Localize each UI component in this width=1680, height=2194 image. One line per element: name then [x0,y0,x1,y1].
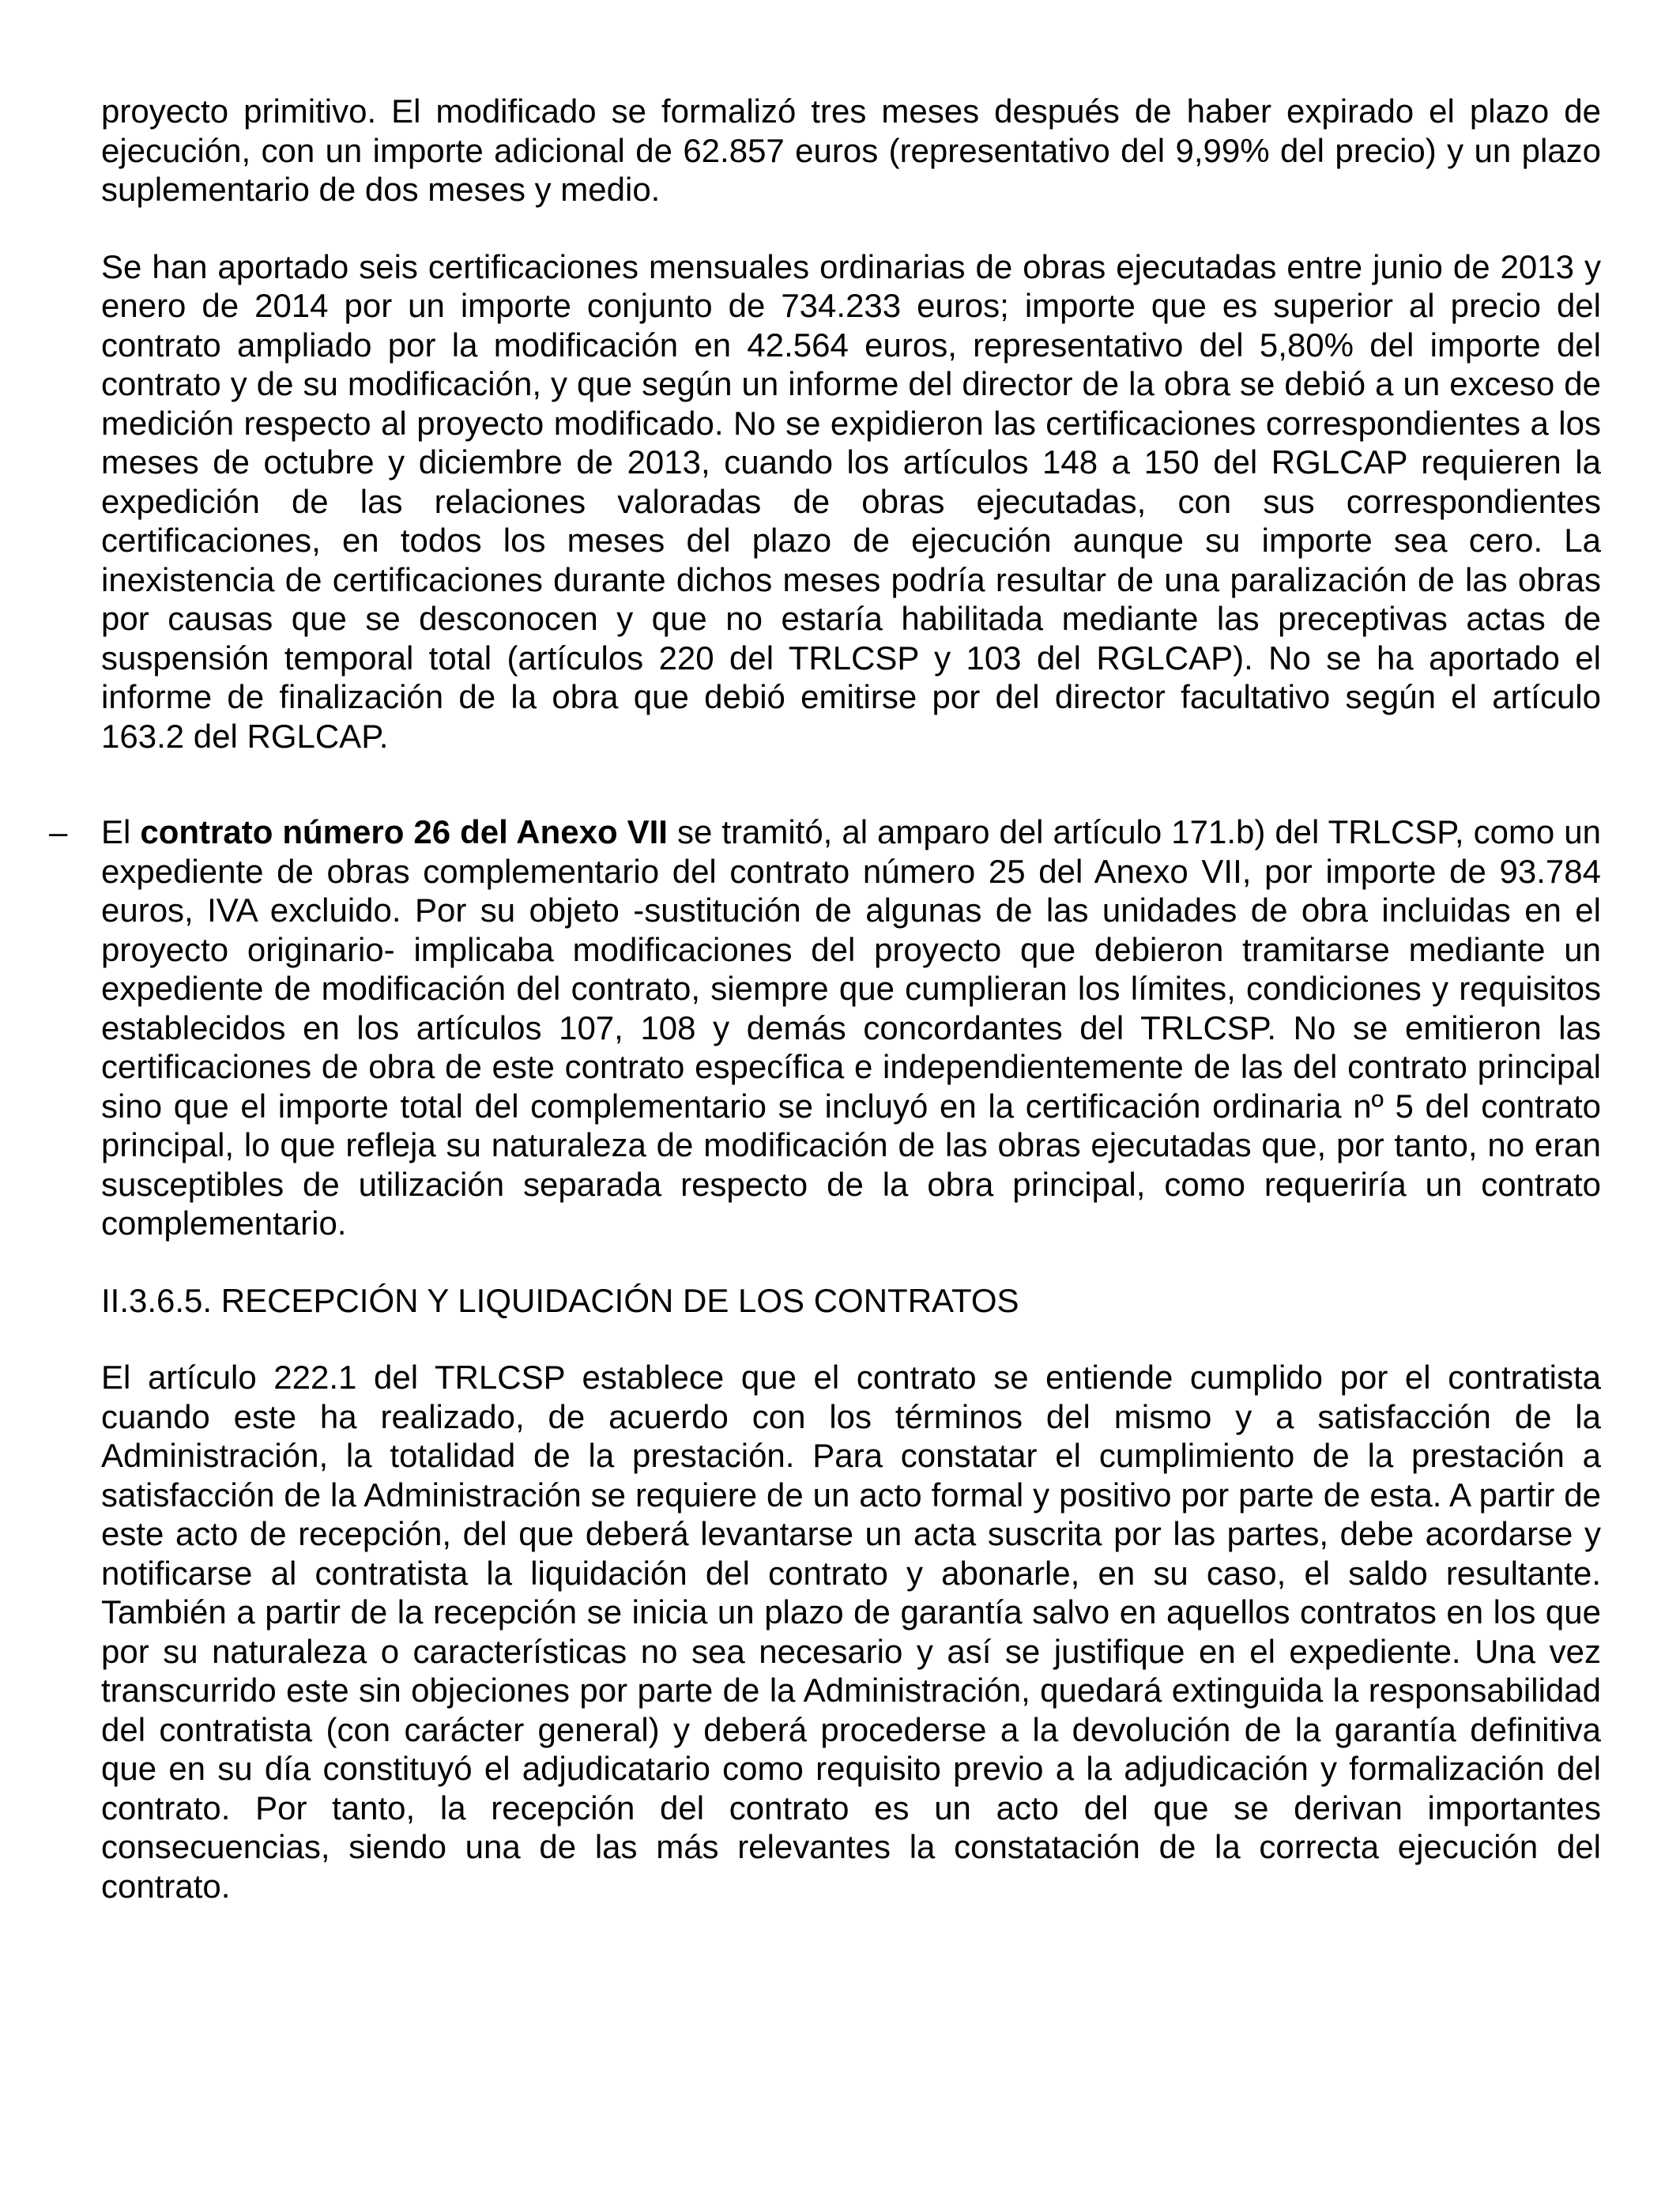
bullet-body-text: se tramitó, al amparo del artículo 171.b) del TRLCSP, como un expediente de obras complementario del contrato número 25 del Anexo VII, por importe de 93.784 euros, IVA excluido. Por su objeto -sustitución de algunas de las unidades de obra incluidas en el proyecto originario- implicaba modificaciones del proyecto que debieron tramitarse mediante un expediente de modificación del contrato, siempre que cumplieran los límites, condiciones y requisitos establecidos en los artículos 107, 108 y demás concordantes del TRLCSP. No se emitieron las certificaciones de obra de este contrato específica e independientemente de las del contrato principal sino que el importe total del complementario se incluyó en la certificación ordinaria nº 5 del contrato principal, lo que refleja su naturaleza de modificación de las obras ejecutadas que, por tanto, no eran susceptibles de utilización separada respecto de la obra principal, como requeriría un contrato complementario. [101,813,1602,1242]
section-heading: II.3.6.5. RECEPCIÓN Y LIQUIDACIÓN DE LOS CONTRATOS [101,1281,1019,1319]
bullet-paragraph [101,812,1601,1243]
paragraph-modificado: proyecto primitivo. El modificado se formalizó tres meses después de haber expirado el plazo de ejecución, con un importe adicional de 62.857 euros (representativo del 9,99% del precio) y un plazo suplementario de dos meses y medio. [101,92,1601,208]
bullet-bold-text: contrato número 26 del Anexo VII [140,813,668,850]
paragraph-certificaciones: Se han aportado seis certificaciones mensuales ordinarias de obras ejecutadas entre junio de 2013 y enero de 2014 por un importe conjunto de 734.233 euros; importe que es superior al precio del contrato ampliado por la modificación en 42.564 euros, representativo del 5,80% del importe del contrato y de su modificación, y que según un informe del director de la obra se debió a un exceso de medición respecto al proyecto modificado. No se expidieron las certificaciones correspondientes a los meses de octubre y diciembre de 2013, cuando los artículos 148 a 150 del RGLCAP requieren la expedición de las relaciones valoradas de obras ejecutadas, con sus correspondientes certificaciones, en todos los meses del plazo de ejecución aunque su importe sea cero. La inexistencia de certificaciones durante dichos meses podría resultar de una paralización de las obras por causas que se desconocen y que no estaría habilitada mediante las preceptivas actas de suspensión temporal total (artículos 220 del TRLCSP y 103 del RGLCAP). No se ha aportado el informe de finalización de la obra que debió emitirse por del director facultativo según el artículo 163.2 del RGLCAP. [101,247,1601,755]
bullet-dash-marker: – [49,813,68,850]
bullet-item-contrato-26 [49,812,1602,1243]
paragraph-recepcion: El artículo 222.1 del TRLCSP establece que el contrato se entiende cumplido por el contratista cuando este ha realizado, de acuerdo con los términos del mismo y a satisfacción de la Administración, la totalidad de la prestación. Para constatar el cumplimiento de la prestación a satisfacción de la Administración se requiere de un acto formal y positivo por parte de esta. A partir de este acto de recepción, del que deberá levantarse un acta suscrita por las partes, debe acordarse y notificarse al contratista la liquidación del contrato y abonarle, en su caso, el saldo resultante. También a partir de la recepción se inicia un plazo de garantía salvo en aquellos contratos en los que por su naturaleza o características no sea necesario y así se justifique en el expediente. Una vez transcurrido este sin objeciones por parte de la Administración, quedará extinguida la responsabilidad del contratista (con carácter general) y deberá procederse a la devolución de la garantía definitiva que en su día constituyó el adjudicatario como requisito previo a la adjudicación y formalización del contrato. Por tanto, la recepción del contrato es un acto del que se derivan importantes consecuencias, siendo una de las más relevantes la constatación de la correcta ejecución del contrato. [101,1359,1601,1905]
page-body [49,92,1602,1906]
bullet-lead-text: El [101,813,131,850]
